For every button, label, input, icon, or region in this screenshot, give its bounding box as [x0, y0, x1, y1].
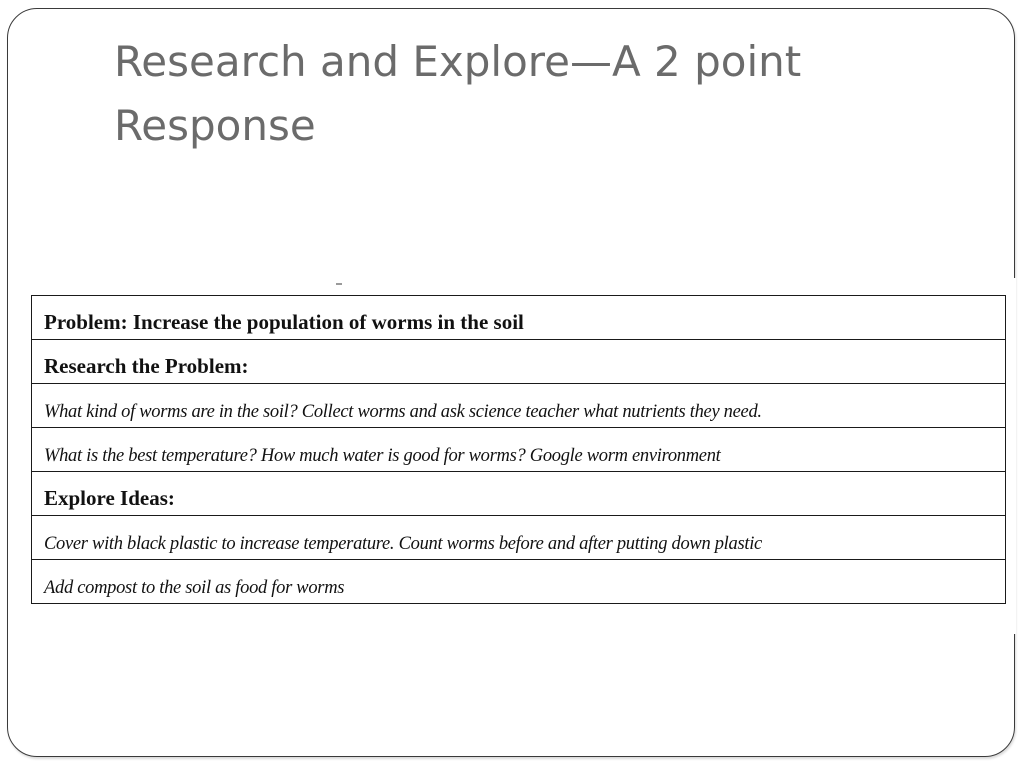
table-row-explore-heading [32, 472, 1006, 516]
slide-title: Research and Explore—A 2 point Response [114, 37, 802, 150]
table-cell [32, 560, 1006, 604]
table-row [32, 560, 1006, 604]
table-cell [32, 472, 1006, 516]
table-cell [32, 428, 1006, 472]
research-heading: Research the Problem: [44, 354, 249, 378]
research-entry: What is the best temperature? How much water is good for worms? Google worm environment [44, 446, 721, 466]
rubric-table [31, 295, 1006, 604]
problem-heading: Problem: Increase the population of worms in the soil [44, 310, 524, 334]
explore-heading: Explore Ideas: [44, 486, 175, 510]
table-cell [32, 296, 1006, 340]
research-entry: What kind of worms are in the soil? Collect worms and ask science teacher what nutrients they need. [44, 402, 762, 422]
explore-entry: Cover with black plastic to increase temperature. Count worms before and after putting down plastic [44, 534, 762, 554]
table-row [32, 516, 1006, 560]
table-row-research-heading [32, 340, 1006, 384]
table-row-problem [32, 296, 1006, 340]
table-cell [32, 340, 1006, 384]
table-row [32, 428, 1006, 472]
table-cell [32, 516, 1006, 560]
table-row [32, 384, 1006, 428]
table-cell [32, 384, 1006, 428]
explore-entry: Add compost to the soil as food for worms [44, 578, 345, 598]
scan-artifact [336, 283, 342, 285]
